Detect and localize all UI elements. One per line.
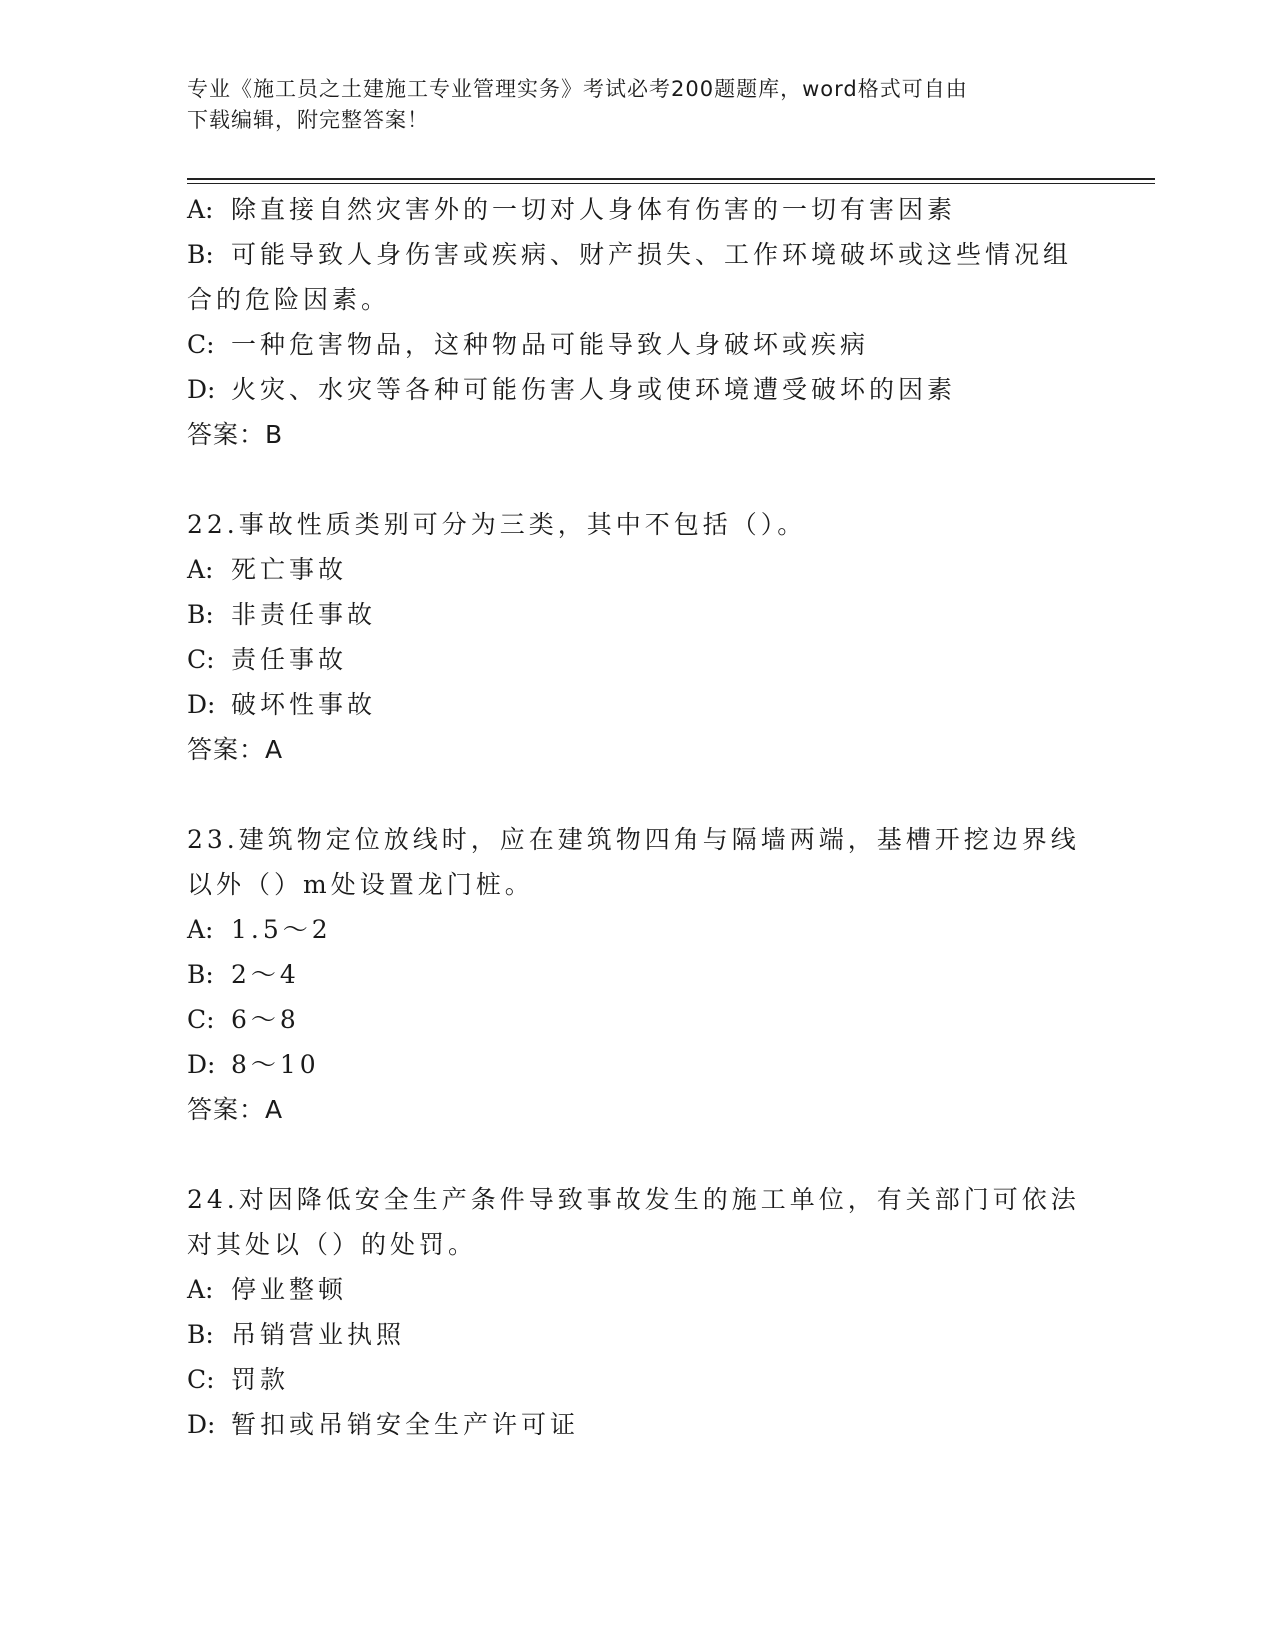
- option-c: [187, 322, 1087, 367]
- header-line-1: 专业《施工员之土建施工专业管理实务》考试必考200题题库，word格式可自由: [187, 77, 968, 101]
- option-key: C:: [187, 330, 215, 359]
- option-key: D:: [187, 690, 216, 719]
- option-a: [187, 547, 1087, 592]
- question-stem: 24.对因降低安全生产条件导致事故发生的施工单位，有关部门可依法: [187, 1185, 1080, 1214]
- question-stem-continued: 对其处以（）的处罚。: [187, 1230, 478, 1259]
- option-key: A:: [187, 915, 214, 944]
- option-key: C:: [187, 645, 215, 674]
- option-d: [187, 367, 1087, 412]
- option-key: B:: [187, 960, 214, 989]
- option-text: 破坏性事故: [231, 690, 377, 719]
- option-text: 暂扣或吊销安全生产许可证: [231, 1410, 580, 1439]
- option-a: [187, 907, 1087, 952]
- option-c: [187, 637, 1087, 682]
- option-key: B:: [187, 600, 214, 629]
- question-stem: 23.建筑物定位放线时，应在建筑物四角与隔墙两端，基槽开挖边界线: [187, 825, 1080, 854]
- option-d: [187, 682, 1087, 727]
- option-text: 吊销营业执照: [231, 1320, 406, 1349]
- question-24: [187, 1177, 1087, 1447]
- option-key: D:: [187, 1410, 216, 1439]
- question-stem-continued: 以外（）m处设置龙门桩。: [187, 870, 534, 899]
- option-b-continued: 合的危险因素。: [187, 285, 391, 314]
- option-text: 除直接自然灾害外的一切对人身体有伤害的一切有害因素: [231, 195, 957, 224]
- option-text: 火灾、水灾等各种可能伤害人身或使环境遭受破坏的因素: [231, 375, 957, 404]
- option-b: [187, 952, 1087, 997]
- option-text: 6～8: [231, 1005, 300, 1034]
- option-b: [187, 592, 1087, 637]
- option-key: A:: [187, 555, 214, 584]
- option-text: 可能导致人身伤害或疾病、财产损失、工作环境破坏或这些情况组: [231, 240, 1073, 269]
- option-a: [187, 187, 1087, 232]
- option-key: C:: [187, 1365, 215, 1394]
- option-text: 一种危害物品，这种物品可能导致人身破坏或疾病: [231, 330, 870, 359]
- option-text: 停业整顿: [231, 1275, 348, 1304]
- option-c: [187, 997, 1087, 1042]
- option-key: D:: [187, 1050, 216, 1079]
- option-text: 1.5～2: [231, 915, 332, 944]
- option-key: A:: [187, 195, 214, 224]
- option-d: [187, 1042, 1087, 1087]
- option-c: [187, 1357, 1087, 1402]
- option-text: 死亡事故: [231, 555, 348, 584]
- option-a: [187, 1267, 1087, 1312]
- option-b: [187, 232, 1087, 277]
- answer: 答案：A: [187, 1095, 284, 1124]
- document-header: [187, 74, 1067, 136]
- option-key: C:: [187, 1005, 215, 1034]
- option-key: D:: [187, 375, 216, 404]
- spacer: [187, 1132, 1087, 1177]
- header-line-2: 下载编辑，附完整答案！: [187, 108, 429, 132]
- question-stem: 22.事故性质类别可分为三类，其中不包括（）。: [187, 510, 807, 539]
- option-text: 2～4: [231, 960, 300, 989]
- header-divider: [187, 178, 1155, 184]
- question-21: [187, 187, 1087, 457]
- question-22: [187, 502, 1087, 772]
- option-key: B:: [187, 240, 214, 269]
- answer: 答案：A: [187, 735, 284, 764]
- option-key: A:: [187, 1275, 214, 1304]
- spacer: [187, 772, 1087, 817]
- option-key: B:: [187, 1320, 214, 1349]
- option-d: [187, 1402, 1087, 1447]
- option-text: 责任事故: [231, 645, 348, 674]
- question-23: [187, 817, 1087, 1132]
- option-text: 罚款: [231, 1365, 290, 1394]
- option-b: [187, 1312, 1087, 1357]
- spacer: [187, 457, 1087, 502]
- option-text: 非责任事故: [231, 600, 377, 629]
- option-text: 8～10: [231, 1050, 320, 1079]
- answer: 答案：B: [187, 420, 284, 449]
- question-list: [187, 187, 1087, 1447]
